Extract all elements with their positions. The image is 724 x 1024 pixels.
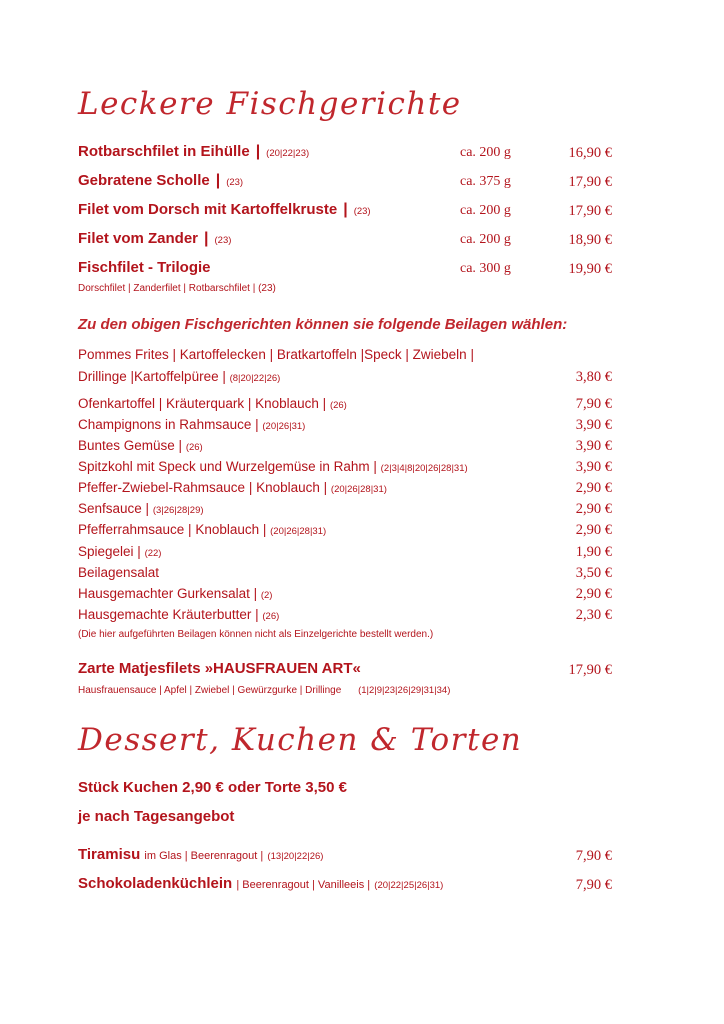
price-spiegelei: 1,90 € (575, 544, 612, 560)
allergen-codes: (3|26|28|29) (152, 505, 204, 516)
dessert-kuchen-line: Stück Kuchen 2,90 € oder Torte 3,50 € (78, 779, 347, 796)
matjes-sides: Hausfrauensauce | Apfel | Zwiebel | Gewürzgurke | Drillinge (78, 685, 342, 696)
allergen-codes: (23) (353, 206, 371, 217)
allergen-codes: (1|2|9|23|26|29|31|34) (358, 685, 451, 696)
weight-scholle: ca. 375 g (460, 174, 511, 189)
beilage-gurkensalat (78, 586, 272, 601)
allergen-codes: (22) (144, 548, 162, 559)
allergen-codes: (26) (185, 442, 203, 453)
menu-item-rotbarschfilet (78, 143, 309, 161)
menu-item-tiramisu (78, 846, 323, 863)
price-champignons: 3,90 € (575, 417, 612, 433)
price-pfeffer-zwiebel: 2,90 € (575, 480, 612, 496)
separator: | (255, 143, 261, 160)
matjes-subline (78, 685, 450, 696)
allergen-codes: (20|26|31) (262, 421, 306, 432)
dish-detail: | Beerenragout | Vanilleeis | (236, 879, 371, 891)
beilage-name: Hausgemachter Gurkensalat | (78, 586, 258, 601)
price-pfefferrahmsauce: 2,90 € (575, 522, 612, 538)
beilage-beilagensalat (78, 565, 159, 580)
beilage-name: Hausgemachte Kräuterbutter | (78, 607, 259, 622)
weight-rotbarschfilet: ca. 200 g (460, 145, 511, 160)
price-kraeuterbutter: 2,30 € (575, 607, 612, 623)
allergen-codes: (26) (329, 400, 347, 411)
price-matjes: 17,90 € (568, 662, 612, 678)
beilage-gemuese (78, 438, 203, 453)
dessert-tagesangebot-line: je nach Tagesangebot (78, 808, 235, 825)
price-tiramisu: 7,90 € (575, 848, 612, 864)
weight-zander: ca. 200 g (460, 232, 511, 247)
beilagen-heading: Zu den obigen Fischgerichten können sie folgende Beilagen wählen: (78, 316, 568, 333)
price-rotbarschfilet: 16,90 € (568, 145, 612, 161)
allergen-codes: (20|22|25|26|31) (374, 880, 444, 891)
beilage-spitzkohl (78, 459, 468, 474)
allergen-codes: (23) (226, 177, 244, 188)
price-schokoladenkuechlein: 7,90 € (575, 877, 612, 893)
menu-item-schokoladenkuechlein (78, 875, 443, 892)
section-heading-dessert: Dessert, Kuchen & Torten (78, 722, 523, 758)
dish-name: Rotbarschfilet in Eihülle (78, 143, 250, 160)
separator: | (215, 172, 221, 189)
allergen-codes: (26) (262, 611, 280, 622)
trilogie-subline: Dorschfilet | Zanderfilet | Rotbarschfilet | (23) (78, 283, 276, 294)
beilage-pommes-line1: Pommes Frites | Kartoffelecken | Bratkartoffeln |Speck | Zwiebeln | (78, 347, 474, 362)
price-gurkensalat: 2,90 € (575, 586, 612, 602)
beilagen-note: (Die hier aufgeführten Beilagen können nicht als Einzelgerichte bestellt werden.) (78, 629, 434, 640)
price-gemuese: 3,90 € (575, 438, 612, 454)
allergen-codes: (20|26|28|31) (270, 526, 327, 537)
price-spitzkohl: 3,90 € (575, 459, 612, 475)
beilage-name: Spiegelei | (78, 544, 141, 559)
allergen-codes: (2) (260, 590, 273, 601)
price-pommes: 3,80 € (575, 369, 612, 385)
allergen-codes: (13|20|22|26) (267, 851, 324, 862)
beilage-pfefferrahmsauce (78, 522, 326, 537)
beilage-name: Beilagensalat (78, 565, 160, 580)
dish-name: Filet vom Zander (78, 230, 199, 247)
beilage-name: Champignons in Rahmsauce | (78, 417, 259, 432)
price-ofenkartoffel: 7,90 € (575, 396, 612, 412)
allergen-codes: (23) (214, 235, 232, 246)
allergen-codes: (20|26|28|31) (330, 484, 387, 495)
dish-name: Schokoladenküchlein (78, 875, 233, 892)
dish-name: Gebratene Scholle (78, 172, 210, 189)
beilage-kraeuterbutter (78, 607, 279, 622)
price-senfsauce: 2,90 € (575, 501, 612, 517)
beilage-name: Buntes Gemüse | (78, 438, 183, 453)
menu-item-trilogie (78, 259, 211, 276)
allergen-codes: (2|3|4|8|20|26|28|31) (380, 463, 468, 474)
weight-dorsch: ca. 200 g (460, 203, 511, 218)
beilage-name: Pfefferrahmsauce | Knoblauch | (78, 522, 267, 537)
dish-detail: im Glas | Beerenragout | (144, 850, 264, 862)
allergen-codes: (8|20|22|26) (229, 373, 281, 384)
menu-item-dorsch (78, 201, 371, 219)
price-trilogie: 19,90 € (568, 261, 612, 277)
menu-item-zander (78, 230, 231, 248)
beilage-name: Pfeffer-Zwiebel-Rahmsauce | Knoblauch | (78, 480, 328, 495)
allergen-codes: (20|22|23) (266, 148, 310, 159)
beilage-name: Ofenkartoffel | Kräuterquark | Knoblauch | (78, 396, 327, 411)
beilage-senfsauce (78, 501, 204, 516)
weight-trilogie: ca. 300 g (460, 261, 511, 276)
beilage-name: Spitzkohl mit Speck und Wurzelgemüse in Rahm | (78, 459, 377, 474)
beilage-pfeffer-zwiebel (78, 480, 387, 495)
price-scholle: 17,90 € (568, 174, 612, 190)
dish-name: Filet vom Dorsch mit Kartoffelkruste (78, 201, 338, 218)
dish-name: Fischfilet - Trilogie (78, 259, 211, 276)
price-beilagensalat: 3,50 € (575, 565, 612, 581)
section-heading-fish: Leckere Fischgerichte (78, 86, 462, 122)
price-dorsch: 17,90 € (568, 203, 612, 219)
beilage-ofenkartoffel (78, 396, 347, 411)
menu-item-matjes: Zarte Matjesfilets »HAUSFRAUEN ART« (78, 660, 361, 677)
menu-item-scholle (78, 172, 243, 190)
beilage-champignons (78, 417, 305, 432)
price-zander: 18,90 € (568, 232, 612, 248)
beilage-pommes-text: Drillinge |Kartoffelpüree | (78, 369, 226, 384)
beilage-name: Senfsauce | (78, 501, 150, 516)
separator: | (204, 230, 209, 247)
dish-name: Tiramisu (78, 846, 141, 863)
beilage-spiegelei (78, 544, 161, 559)
beilage-pommes-line2 (78, 369, 280, 384)
separator: | (343, 201, 348, 218)
